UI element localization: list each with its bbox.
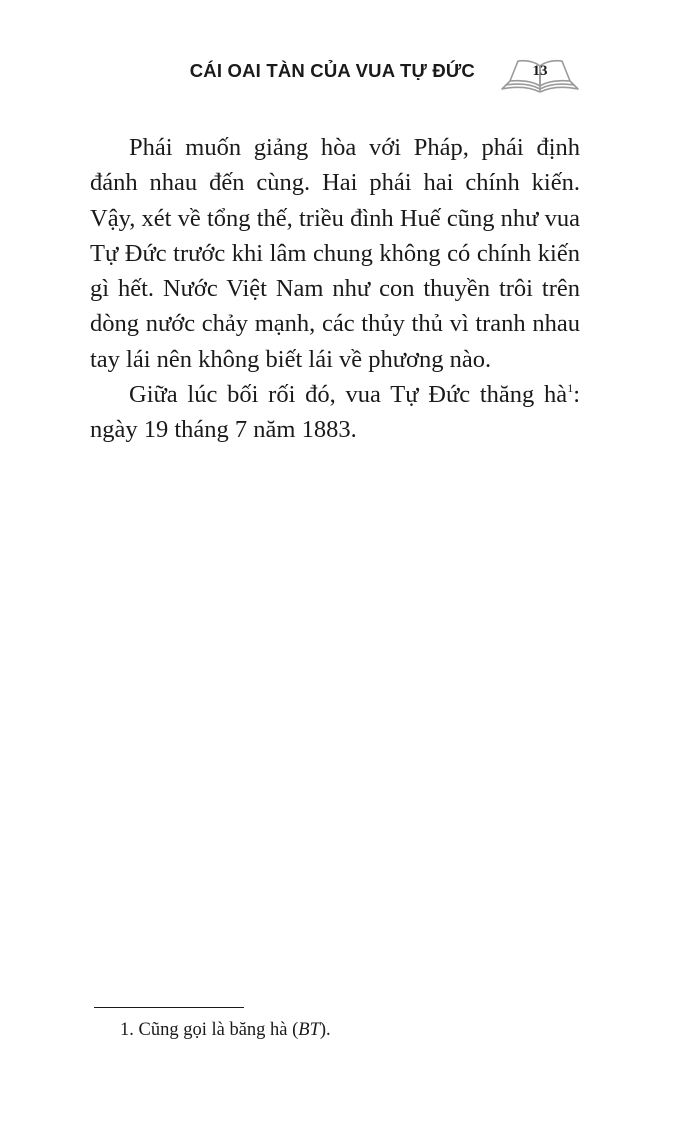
body-text — [90, 130, 580, 448]
footnote-text: Cũng gọi là băng hà ( — [138, 1020, 299, 1040]
footnote-italic: BT — [298, 1020, 320, 1040]
footnote — [120, 1020, 331, 1041]
footnote-reference: 1 — [567, 381, 574, 396]
paragraph — [90, 377, 580, 448]
paragraph-text: : ngày 19 tháng 7 năm 1883. — [90, 381, 580, 444]
paragraph: Phái muốn giảng hòa với Pháp, phái định đánh nhau đến cùng. Hai phái hai chính kiến. Vậy, xét về tổng thế, triều đình Huế cũng như vua Tự Đức trước khi lâm chung không có chính kiến gì hết. Nước Việt Nam như con thuyền trôi trên dòng nước chảy mạnh, các thủy thủ vì tranh nhau tay lái nên không biết lái về phương nào. — [90, 134, 580, 373]
footnote-divider — [94, 1007, 244, 1008]
paragraph-text: Giữa lúc bối rối đó, vua Tự Đức thăng hà — [129, 381, 568, 409]
running-title: CÁI OAI TÀN CỦA VUA TỰ ĐỨC — [189, 60, 475, 81]
page-number: 13 — [532, 63, 548, 79]
footnote-end: ). — [319, 1020, 331, 1040]
footnote-marker: 1. — [120, 1020, 134, 1040]
page-header — [0, 56, 680, 100]
